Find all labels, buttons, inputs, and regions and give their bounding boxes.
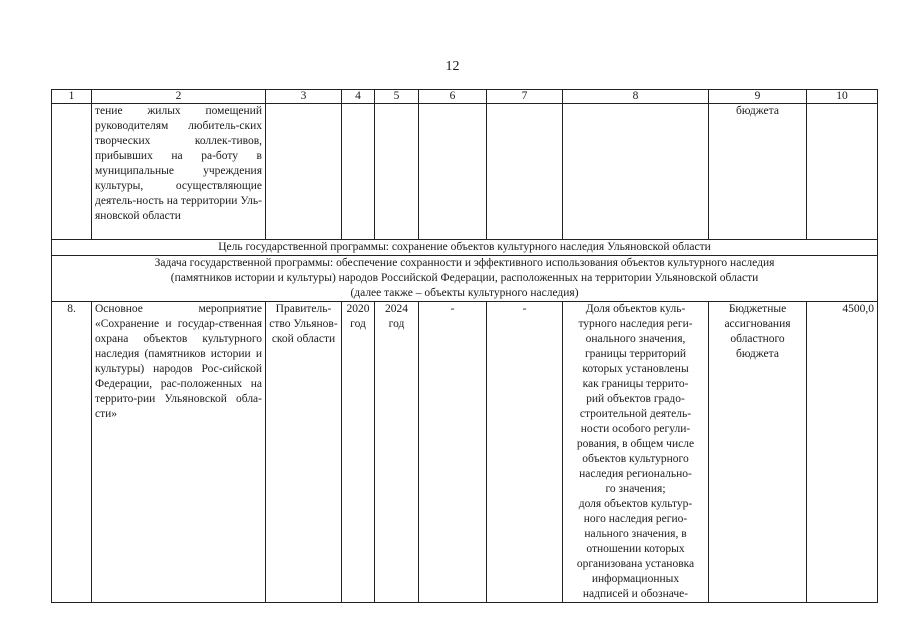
task-row: [52, 256, 878, 302]
cell-source-continued: бюджета: [709, 104, 807, 240]
program-table: [51, 89, 878, 603]
column-number: 8: [563, 90, 709, 104]
year-start: 2020 год: [342, 302, 375, 603]
year-end: 2024 год: [375, 302, 419, 603]
row-number: 8.: [52, 302, 92, 603]
column-number: 6: [419, 90, 487, 104]
cell-num: [52, 104, 92, 240]
cell-indicators: [563, 104, 709, 240]
continued-row: [52, 104, 878, 240]
executor: Правитель- ство Ульянов- ской области: [266, 302, 342, 603]
funding-amount: 4500,0: [807, 302, 878, 603]
cell-year-start: [342, 104, 375, 240]
column-number: 9: [709, 90, 807, 104]
column-number: 2: [92, 90, 266, 104]
cell-col6: [419, 104, 487, 240]
column-number: 3: [266, 90, 342, 104]
column-number: 5: [375, 90, 419, 104]
cell-year-end: [375, 104, 419, 240]
funding-source: Бюджетные ассигнования областного бюджета: [709, 302, 807, 603]
cell-col7: [487, 104, 563, 240]
column-number: 7: [487, 90, 563, 104]
cell-event-continued: тение жилых помещений руководителям любитель-ских творческих коллек-тивов, прибывших на ра-боту в муниципальные учреждения культуры, осуществляющие деятель-ность на территории Уль-яновской области: [92, 104, 266, 240]
program-task: Задача государственной программы: обеспечение сохранности и эффективного использования объектов культурного наследия (памятников истории и культуры) народов Российской Федерации, расположенных на территории Ульяновской области (далее также – объекты культурного наследия): [52, 256, 878, 302]
col6-value: -: [419, 302, 487, 603]
column-number-row: [52, 90, 878, 104]
cell-executor: [266, 104, 342, 240]
program-goal: Цель государственной программы: сохранение объектов культурного наследия Ульяновской области: [52, 240, 878, 256]
main-event: Основное мероприятие «Сохранение и государ-ственная охрана объектов культурного наследия (памятников истории и культуры) народов Рос-сийской Федерации, рас-положенных на террито-рии Ульяновской обла-сти»: [92, 302, 266, 603]
page-number: 12: [445, 59, 460, 74]
goal-row: [52, 240, 878, 256]
table-row-8: [52, 302, 878, 603]
column-number: 10: [807, 90, 878, 104]
col7-value: -: [487, 302, 563, 603]
column-number: 4: [342, 90, 375, 104]
column-number: 1: [52, 90, 92, 104]
target-indicators: Доля объектов куль- турного наследия реги- онального значения, границы территорий которых установлены как границы террито- рий объектов градо- строительной деятель- ности особого регули- рования, в общем числе объектов культурного наследия регионально- го значения; доля объектов культур- ного наследия регио- нального значения, в отношении которых организована установка информационных надписей и обозначе-: [563, 302, 709, 603]
cell-amount: [807, 104, 878, 240]
